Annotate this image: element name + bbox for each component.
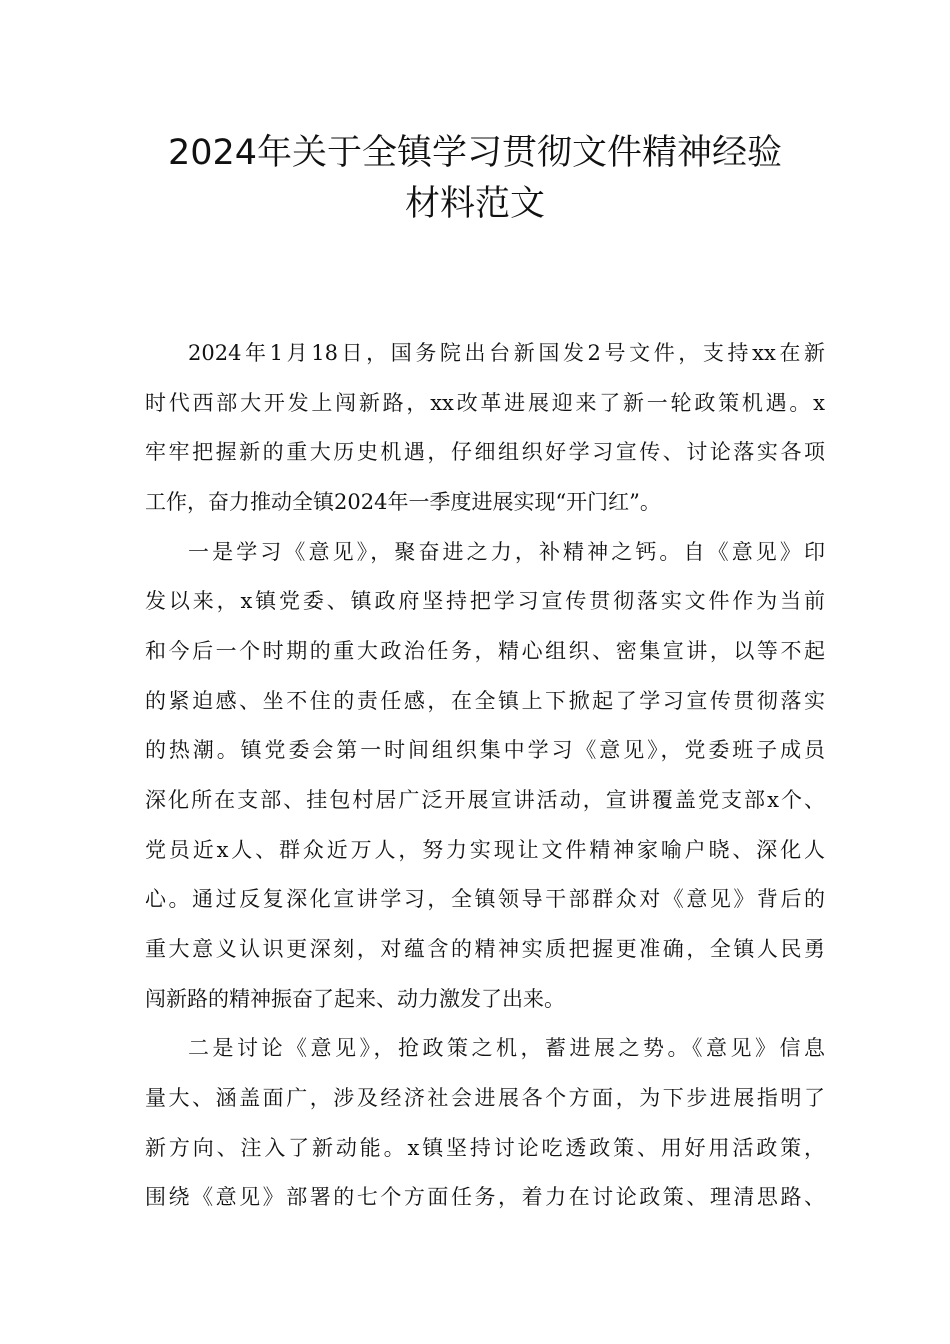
paragraph-line: 围绕《意见》部署的七个方面任务，着力在讨论政策、理清思路、 [145,1185,825,1210]
paragraph-line: 发以来，x镇党委、镇政府坚持把学习宣传贯彻落实文件作为当前 [145,589,825,614]
paragraph-line: 闯新路的精神振奋了起来、动力激发了出来。 [145,986,565,1011]
paragraph-line: 牢牢把握新的重大历史机遇，仔细组织好学习宣传、讨论落实各项 [145,440,825,465]
paragraph-line: 党员近x人、群众近万人，努力实现让文件精神家喻户晓、深化人 [145,837,825,862]
paragraph-line: 一是学习《意见》，聚奋进之力，补精神之钙。自《意见》印 [188,539,825,564]
paragraph-line: 工作，奋力推动全镇2024年一季度进展实现“开门红”。 [145,489,661,514]
paragraph-line: 二是讨论《意见》，抢政策之机，蓄进展之势。《意见》信息 [188,1036,825,1061]
paragraph-line: 心。通过反复深化宣讲学习，全镇领导干部群众对《意见》背后的 [145,887,825,912]
paragraph-line: 时代西部大开发上闯新路，xx改革进展迎来了新一轮政策机遇。x [145,390,825,415]
title-line: 材料范文 [404,184,545,224]
paragraph-line: 量大、涵盖面广，涉及经济社会进展各个方面，为下步进展指明了 [145,1085,825,1110]
paragraph-line: 新方向、注入了新动能。x镇坚持讨论吃透政策、用好用活政策， [145,1135,825,1160]
paragraph-3 [145,1024,825,1223]
paragraph-line: 的紧迫感、坐不住的责任感，在全镇上下掀起了学习宣传贯彻落实 [145,688,825,713]
title-line: 2024年关于全镇学习贯彻文件精神经验 [167,133,783,173]
paragraph-line: 深化所在支部、挂包村居广泛开展宣讲活动，宣讲覆盖党支部x个、 [145,787,825,812]
paragraph-line: 的热潮。镇党委会第一时间组织集中学习《意见》，党委班子成员 [145,738,825,763]
document-body [145,329,825,1223]
paragraph-line: 2024年1月18日，国务院出台新国发2号文件，支持xx在新 [188,341,825,365]
paragraph-2 [145,528,825,1025]
paragraph-line: 和今后一个时期的重大政治任务，精心组织、密集宣讲，以等不起 [145,638,825,663]
paragraph-1 [145,329,825,528]
document-title [0,128,950,230]
paragraph-line: 重大意义认识更深刻，对蕴含的精神实质把握更准确，全镇人民勇 [145,936,825,961]
